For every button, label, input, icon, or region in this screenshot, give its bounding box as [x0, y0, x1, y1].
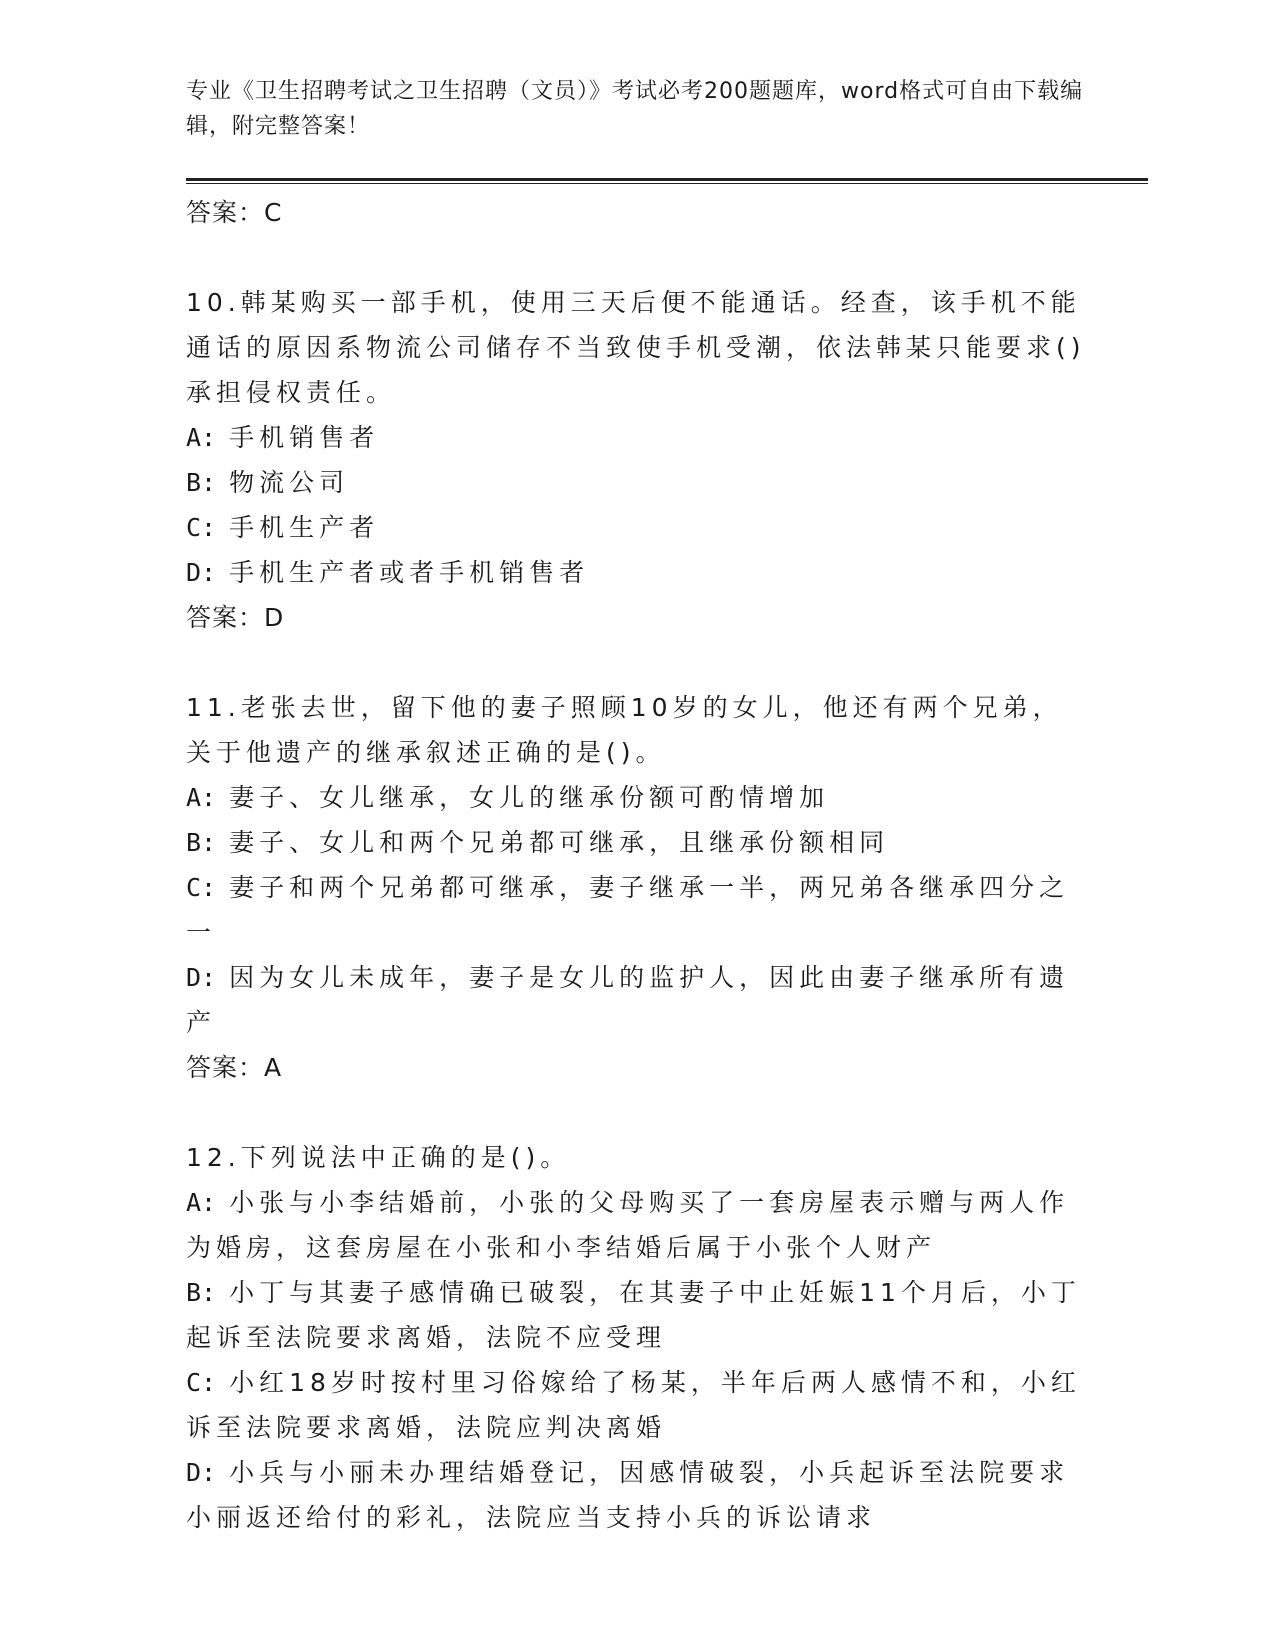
question-stem: 11.老张去世，留下他的妻子照顾10岁的女儿，他还有两个兄弟，关于他遗产的继承叙述正确的是()。 — [186, 693, 1063, 767]
option-text: 妻子、女儿和两个兄弟都可继承，且继承份额相同 — [229, 828, 890, 857]
option-letter: A: — [186, 783, 217, 812]
option-a — [186, 1180, 1086, 1270]
option-text: 手机销售者 — [229, 423, 380, 452]
option-text: 小兵与小丽未办理结婚登记，因感情破裂，小兵起诉至法院要求小丽返还给付的彩礼，法院应当支持小兵的诉讼请求 — [186, 1458, 1070, 1532]
option-text: 手机生产者或者手机销售者 — [229, 558, 590, 587]
option-b — [186, 1270, 1086, 1360]
option-b — [186, 460, 1086, 505]
option-text: 小红18岁时按村里习俗嫁给了杨某，半年后两人感情不和，小红诉至法院要求离婚，法院应判决离婚 — [186, 1368, 1081, 1442]
answer-line: 答案：A — [186, 1053, 283, 1082]
option-letter: D: — [186, 558, 217, 587]
option-d — [186, 955, 1086, 1045]
option-text: 小张与小李结婚前，小张的父母购买了一套房屋表示赠与两人作为婚房，这套房屋在小张和小李结婚后属于小张个人财产 — [186, 1188, 1070, 1262]
option-text: 小丁与其妻子感情确已破裂，在其妻子中止妊娠11个月后，小丁起诉至法院要求离婚，法院不应受理 — [186, 1278, 1081, 1352]
header-divider-thick — [186, 178, 1148, 181]
document-body — [186, 190, 1086, 1540]
option-b — [186, 820, 1086, 865]
option-letter: D: — [186, 1458, 217, 1487]
header-text: 专业《卫生招聘考试之卫生招聘（文员）》考试必考200题题库，word格式可自由下载编辑，附完整答案！ — [186, 79, 1084, 139]
option-a — [186, 415, 1086, 460]
document-header — [186, 74, 1086, 144]
option-c — [186, 865, 1086, 955]
option-letter: B: — [186, 828, 217, 857]
question-stem: 12.下列说法中正确的是()。 — [186, 1143, 571, 1172]
question-block — [186, 280, 1086, 640]
option-d — [186, 1450, 1086, 1540]
option-d — [186, 550, 1086, 595]
question-block — [186, 685, 1086, 1090]
option-letter: A: — [186, 1188, 217, 1217]
option-letter: A: — [186, 423, 217, 452]
option-text: 因为女儿未成年，妻子是女儿的监护人，因此由妻子继承所有遗产 — [186, 963, 1070, 1037]
option-text: 妻子和两个兄弟都可继承，妻子继承一半，两兄弟各继承四分之一 — [186, 873, 1070, 947]
option-c — [186, 1360, 1086, 1450]
answer-line: 答案：C — [186, 198, 283, 227]
option-text: 物流公司 — [229, 468, 350, 497]
option-text: 手机生产者 — [229, 513, 380, 542]
option-letter: B: — [186, 468, 217, 497]
option-c — [186, 505, 1086, 550]
option-letter: C: — [186, 1368, 217, 1397]
option-letter: B: — [186, 1278, 217, 1307]
option-a — [186, 775, 1086, 820]
option-letter: D: — [186, 963, 217, 992]
header-divider-thin — [186, 183, 1148, 184]
answer-line: 答案：D — [186, 603, 285, 632]
option-letter: C: — [186, 513, 217, 542]
option-text: 妻子、女儿继承，女儿的继承份额可酌情增加 — [229, 783, 830, 812]
question-block — [186, 1135, 1086, 1540]
question-stem: 10.韩某购买一部手机，使用三天后便不能通话。经查，该手机不能通话的原因系物流公司储存不当致使手机受潮，依法韩某只能要求()承担侵权责任。 — [186, 288, 1086, 407]
option-letter: C: — [186, 873, 217, 902]
